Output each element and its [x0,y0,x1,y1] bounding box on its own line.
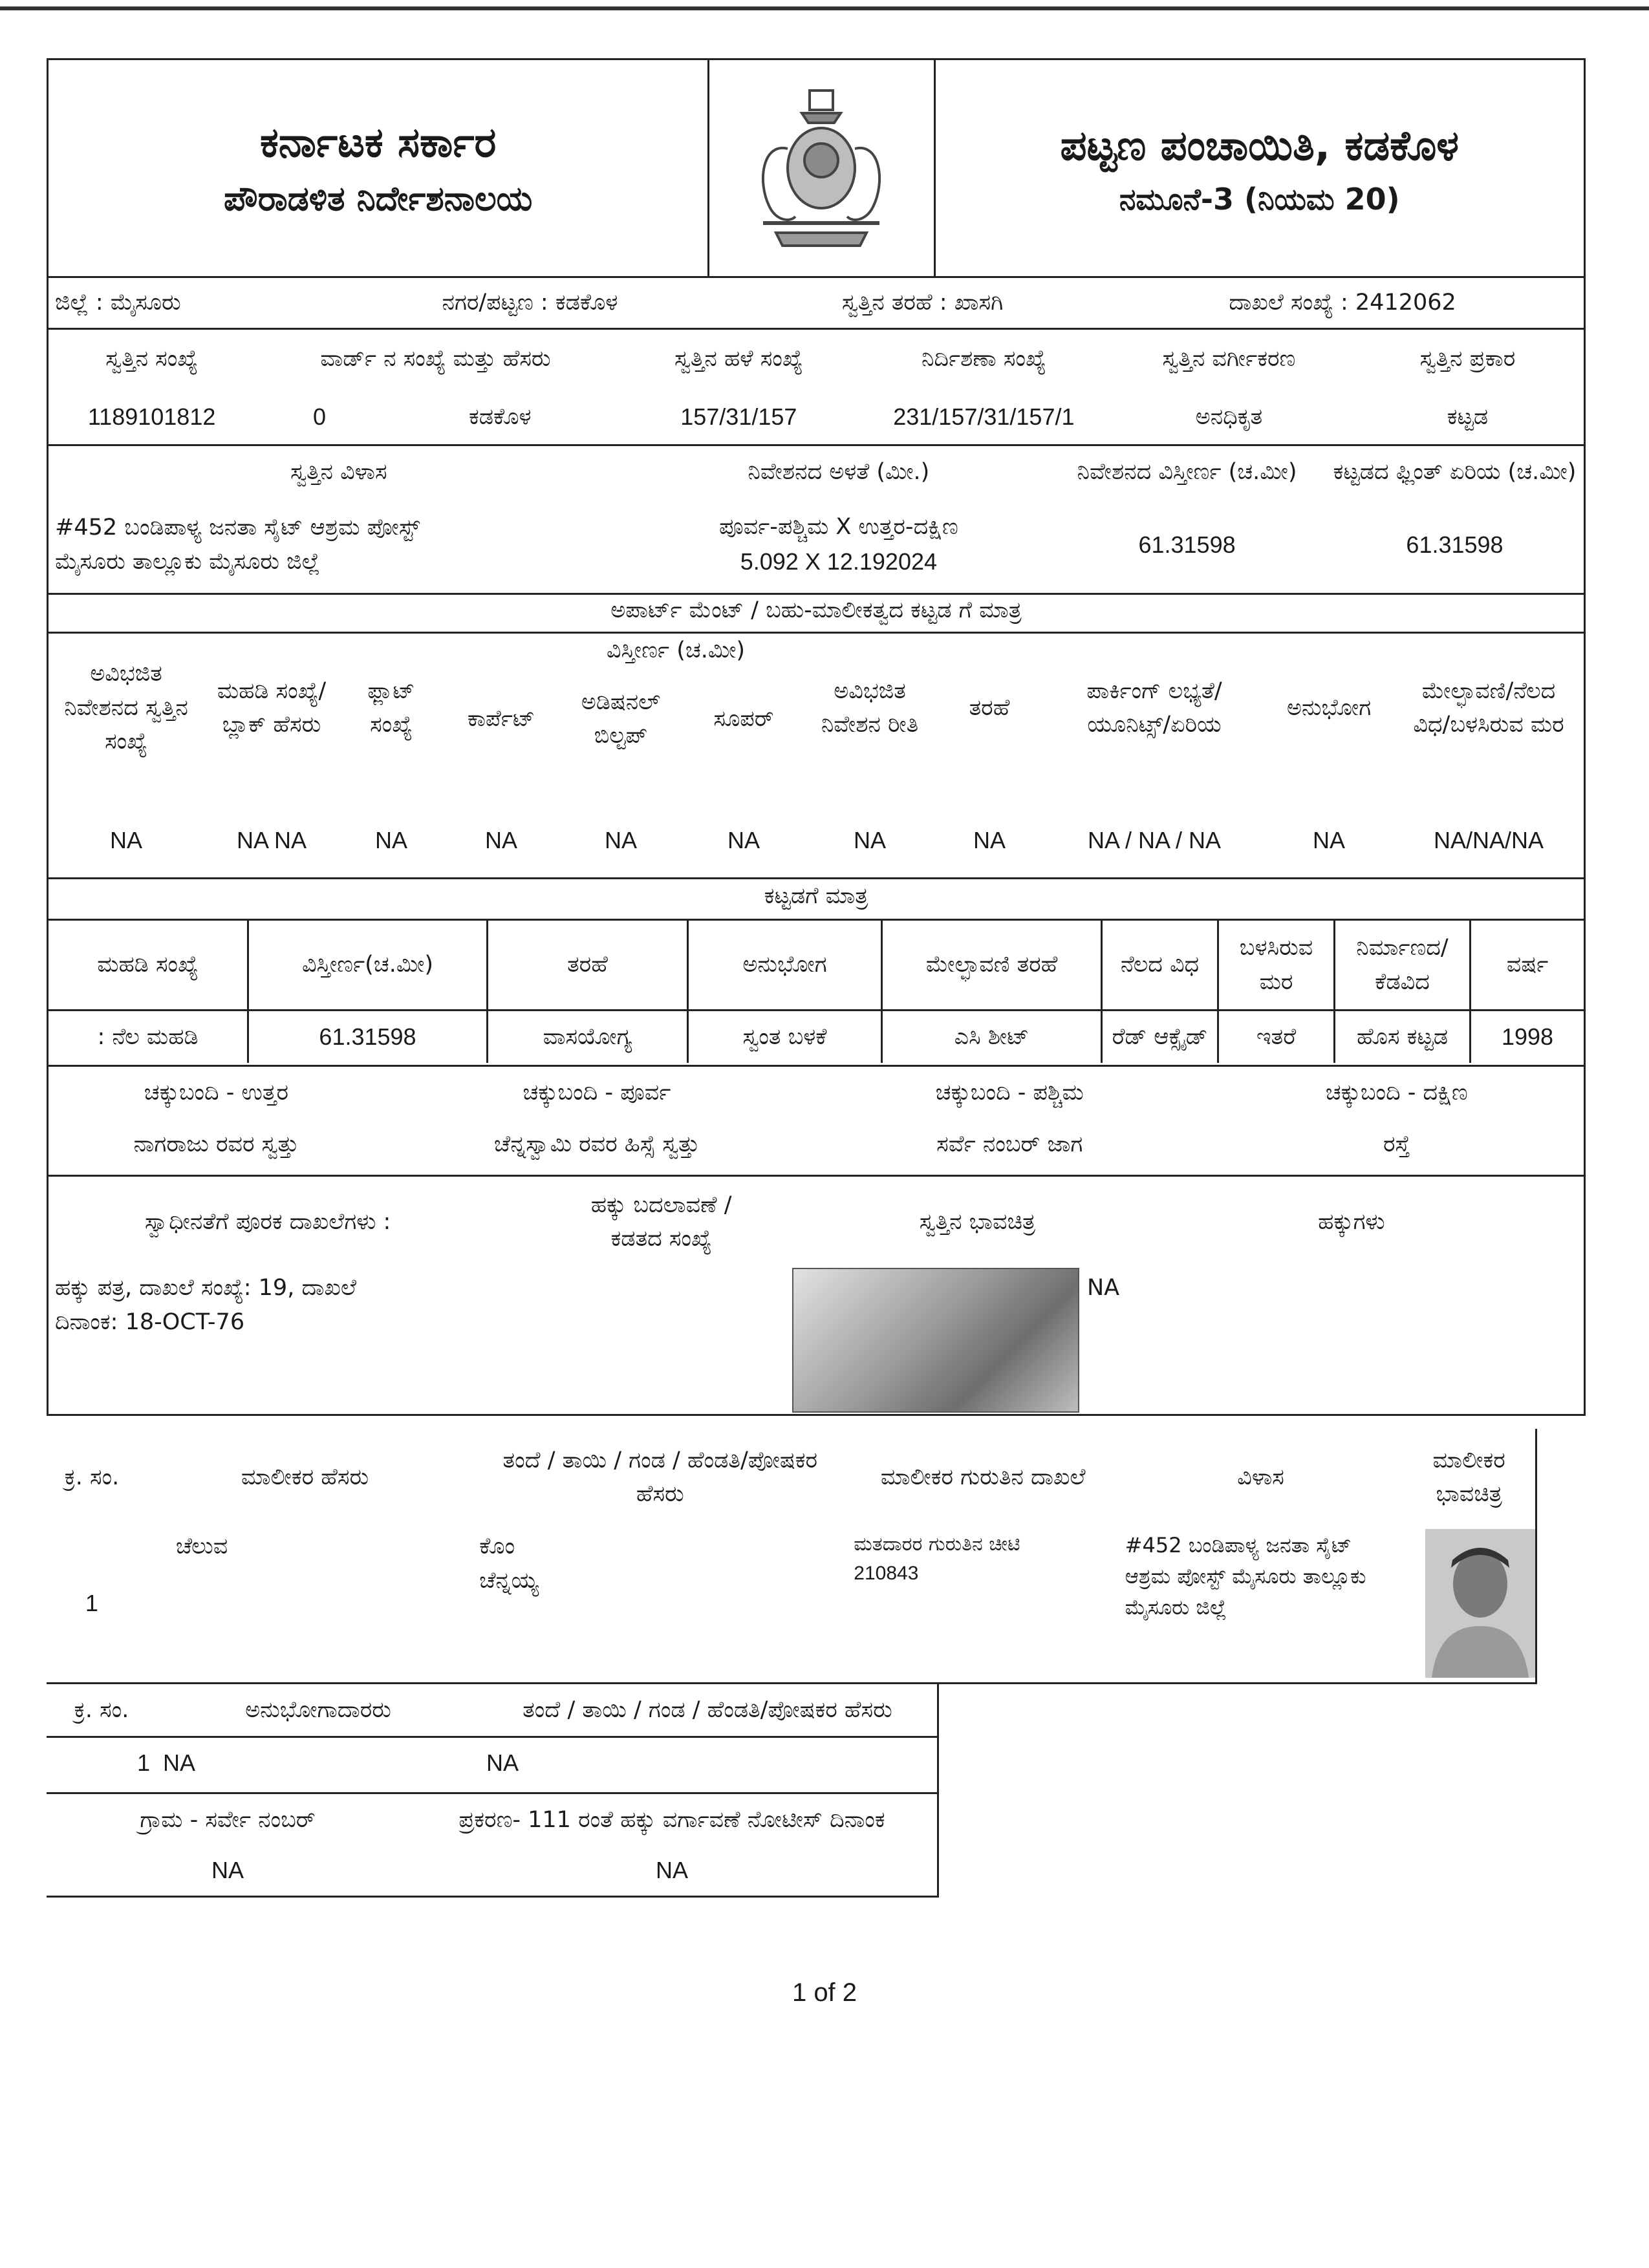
property-type: ಕಟ್ಟಡ [1447,403,1489,430]
boundary-east: ಚೆನ್ನಸ್ವಾಮಿ ರವರ ಹಿಸ್ಸೆ ಸ್ವತ್ತು [493,1131,700,1157]
size-header: ನಿವೇಶನದ ಅಳತೆ (ಮೀ.) [748,458,930,485]
occupant-section [47,1684,939,1794]
bld-val-floor-type: ರೆಡ್ ಆಕ್ಸೈಡ್ [1103,1011,1219,1063]
area-group-label: ವಿಸ್ತೀರ್ಣ (ಚ.ಮೀ) [606,637,746,663]
area-header: ನಿವೇಶನದ ವಿಸ್ತೀರ್ಣ (ಚ.ಮೀ) [1077,458,1297,485]
apt-val-parking: NA / NA / NA [1087,827,1222,853]
property-table [47,330,1586,446]
owner-photo-cell [1425,1526,1535,1681]
apt-col-super: ಸೂಪರ್ [713,705,774,732]
form-number: ನಮೂನೆ-3 (ನಿಯಮ 20) [1119,181,1400,217]
apt-col-roof-floor-wood: ಮೇಲ್ಛಾವಣಿ/ನೆಲದ ವಿಧ/ಬಳಸಿರುವ ಮರ [1413,678,1564,738]
owner-col-relation: ತಂದೆ / ತಾಯಿ / ಗಂಡ / ಹೆಂಡತಿ/ಪೋಷಕರ ಹೆಸರು [502,1447,817,1507]
col-type: ಸ್ವತ್ತಿನ ಪ್ರಕಾರ [1419,345,1516,372]
bld-val-floor: : ನೆಲ ಮಹಡಿ [48,1011,249,1063]
address-line-1: #452 ಬಂಡಿಪಾಳ್ಯ ಜನತಾ ಸೈಟ್ ಆಶ್ರಮ ಪೋಸ್ಟ್ [55,515,420,540]
bld-col-floor-type: ನೆಲದ ವಿಧ [1103,921,1219,1009]
boundary-south: ರಸ್ತೆ [1383,1131,1410,1157]
bld-col-usage: ಅನುಭೋಗ [689,921,883,1009]
survey-col-notice: ಪ್ರಕರಣ- 111 ರಂತೆ ಹಕ್ಕು ವರ್ಗಾವಣೆ ನೋಟೀಸ್ ದಿನಾಂಕ [458,1806,885,1833]
apt-val-additional: NA [604,827,637,853]
site-area: 61.31598 [1138,531,1236,558]
col-property-no: ಸ್ವತ್ತಿನ ಸಂಖ್ಯೆ [105,345,198,372]
scan-edge [0,6,1649,10]
apt-val-kind: NA [973,827,1006,853]
occ-col-sl: ಕ್ರ. ಸಂ. [74,1696,129,1723]
owner-id [847,1526,1118,1681]
change-header-line-2: ಕಡತದ ಸಂಖ್ಯೆ [610,1226,712,1252]
apt-col-kind: ತರಹೆ [969,694,1010,721]
bld-val-kind: ವಾಸಯೋಗ್ಯ [488,1011,689,1063]
apartment-section [47,595,1586,879]
apt-col-parking: ಪಾರ್ಕಿಂಗ್ ಲಭ್ಯತೆ/ಯೂನಿಟ್ಸ್/ಏರಿಯ [1086,678,1222,738]
apt-val-super: NA [727,827,760,853]
boundary-west-label: ಚಕ್ಕುಬಂದಿ - ಪಶ್ಚಿಮ [935,1079,1084,1106]
property-no: 1189101812 [87,403,216,430]
col-ward: ವಾರ್ಡ್ ನ ಸಂಖ್ಯೆ ಮತ್ತು ಹೆಸರು [320,345,551,372]
size-direction: ಪೂರ್ವ-ಪಶ್ಚಿಮ X ಉತ್ತರ-ದಕ್ಷಿಣ [718,514,958,540]
apartment-title: ಅಪಾರ್ಟ್ ಮೆಂಟ್ / ಬಹು-ಮಾಲೀಕತ್ವದ ಕಟ್ಟಡ ಗೆ ಮಾತ್ರ [48,595,1584,634]
docs-line-1: ಹಕ್ಕು ಪತ್ರ, ದಾಖಲೆ ಸಂಖ್ಯೆ: 19, ದಾಖಲೆ [55,1275,356,1301]
owner-sl: 1 [85,1590,98,1616]
apt-col-flat-no: ಫ್ಲಾಟ್ ಸಂಖ್ಯೆ [367,678,415,738]
bld-val-area: 61.31598 [249,1011,488,1063]
apt-col-floor-block: ಮಹಡಿ ಸಂಖ್ಯೆ/ಬ್ಲಾಕ್ ಹೆಸರು [217,678,327,738]
assess-no: 231/157/31/157/1 [893,403,1075,430]
old-no: 157/31/157 [680,403,797,430]
town: ನಗರ/ಪಟ್ಟಣ : ಕಡಕೊಳ [442,290,618,316]
photo-header: ಸ್ವತ್ತಿನ ಭಾವಚಿತ್ರ [919,1208,1035,1235]
bld-col-floor: ಮಹಡಿ ಸಂಖ್ಯೆ [48,921,249,1009]
bld-col-kind: ತರಹೆ [488,921,689,1009]
property-address [48,498,629,592]
boundary-west: ಸರ್ವೆ ನಂಬರ್ ಜಾಗ [936,1131,1083,1157]
panchayat-title: ಪಟ್ಟಣ ಪಂಚಾಯಿತಿ, ಕಡಕೊಳ [1060,122,1460,170]
property-form [47,58,1586,1416]
bld-val-construction: ಹೊಸ ಕಟ್ಟಡ [1335,1011,1471,1063]
bld-col-area: ವಿಸ್ತೀರ್ಣ(ಚ.ಮೀ) [249,921,488,1009]
govt-title: ಕರ್ನಾಟಕ ಸರ್ಕಾರ [260,119,497,167]
owner-col-sl: ಕ್ರ. ಸಂ. [64,1464,120,1490]
apt-val-usage: NA [1312,827,1345,853]
header-right [936,60,1584,276]
property-photo-cell [790,1267,1081,1413]
directorate-title: ಪೌರಾಡಳಿತ ನಿರ್ದೇಶನಾಲಯ [224,180,533,219]
owner-address-line-3: ಮೈಸೂರು ಜಿಲ್ಲೆ [1125,1595,1227,1620]
boundary-south-label: ಚಕ್ಕುಬಂದಿ - ದಕ್ಷಿಣ [1325,1079,1468,1106]
ward-no: 0 [312,403,326,430]
entry-number: ದಾಖಲೆ ಸಂಖ್ಯೆ : 2412062 [1229,290,1456,316]
building-title: ಕಟ್ಟಡಗೆ ಮಾತ್ರ [48,879,1584,921]
owner-col-photo: ಮಾಲೀಕರ ಭಾವಚಿತ್ರ [1432,1447,1505,1507]
owner-col-name: ಮಾಲೀಕರ ಹೆಸರು [241,1464,369,1490]
docs-value [48,1267,790,1413]
boundary-north: ನಾಗರಾಜು ರವರ ಸ್ವತ್ತು [133,1131,299,1157]
apt-val-flat-no: NA [374,827,407,853]
header-left [48,60,709,276]
state-emblem-icon [737,84,905,252]
bld-col-roof: ಮೇಲ್ಛಾವಣಿ ತರಹೆ [883,921,1103,1009]
change-header [487,1177,835,1267]
apt-col-usage: ಅನುಭೋಗ [1286,694,1372,721]
col-classification: ಸ್ವತ್ತಿನ ವರ್ಗೀಕರಣ [1162,345,1296,372]
rights-value: NA [1086,1275,1120,1301]
district: ಜಿಲ್ಲೆ : ಮೈಸೂರು [55,290,181,316]
boundary-east-label: ಚಕ್ಕುಬಂದಿ - ಪೂರ್ವ [523,1079,671,1106]
documents-section [47,1177,1586,1416]
apt-col-undivided-no: ಅವಿಭಜಿತ ನಿವೇಶನದ ಸ್ವತ್ತಿನ ಸಂಖ್ಯೆ [64,661,188,755]
apt-val-undivided-no: NA [109,827,142,853]
plinth-area: 61.31598 [1406,531,1503,558]
owner-section [47,1429,1537,1684]
info-row [47,278,1586,330]
occ-relation: NA [486,1749,519,1776]
rights-header: ಹಕ್ಕುಗಳು [1318,1208,1385,1235]
plinth-header: ಕಟ್ಟಡದ ಫ್ಲಿಂತ್ ಏರಿಯ (ಚ.ಮೀ) [1333,458,1577,485]
address-section [47,446,1586,595]
apt-val-roof-floor-wood: NA/NA/NA [1433,827,1544,853]
emblem-cell [709,60,935,276]
size-value: 5.092 X 12.192024 [740,548,938,575]
col-old-no: ಸ್ವತ್ತಿನ ಹಳೆ ಸಂಖ್ಯೆ [674,345,803,372]
boundaries-section [47,1067,1586,1177]
classification: ಅನಧಿಕೃತ [1195,403,1263,430]
apt-val-floor-block: NA NA [236,827,307,853]
occ-sl: 1 [136,1749,150,1776]
change-header-line-1: ಹಕ್ಕು ಬದಲಾವಣೆ / [590,1192,732,1218]
docs-header: ಸ್ವಾಧೀನತೆಗೆ ಪೂರಕ ದಾಖಲೆಗಳು : [144,1208,391,1235]
survey-section [47,1794,939,1898]
page-number: 1 of 2 [792,1978,857,2007]
owner-address [1119,1526,1425,1681]
docs-line-2: ದಿನಾಂಕ: 18-OCT-76 [55,1309,245,1335]
property-photo [792,1268,1079,1413]
ward-name: ಕಡಕೊಳ [469,403,532,430]
bld-col-construction: ನಿರ್ಮಾಣದ/ ಕೆಡವಿದ [1335,921,1471,1009]
occ-col-name: ಅನುಭೋಗಾದಾರರು [245,1696,391,1723]
col-assess-no: ನಿರ್ದಿಶಣಾ ಸಂಖ್ಯೆ [921,345,1046,372]
apt-col-additional: ಅಡಿಷನಲ್ ಬಿಲ್ಟಪ್ [581,689,661,749]
apt-col-undivided-method: ಅವಿಭಜಿತ ನಿವೇಶನ ರೀತಿ [821,678,919,738]
apt-val-carpet: NA [484,827,517,853]
owner-address-line-2: ಆಶ್ರಮ ಪೋಸ್ಟ್ ಮೈಸೂರು ತಾಲ್ಲೂಕು [1125,1564,1366,1589]
owner-col-id: ಮಾಲೀಕರ ಗುರುತಿನ ದಾಖಲೆ [880,1464,1086,1490]
site-size [629,498,1048,592]
occ-col-relation: ತಂದೆ / ತಾಯಿ / ಗಂಡ / ಹೆಂಡತಿ/ಪೋಷಕರ ಹೆಸರು [523,1696,892,1723]
occ-name: NA [163,1749,196,1776]
property-kind: ಸ್ವತ್ತಿನ ತರಹೆ : ಖಾಸಗಿ [841,290,1004,316]
owner-name: ಚೆಲುವ [175,1534,228,1559]
building-section [47,879,1586,1067]
owner-id-number: 210843 [854,1563,919,1584]
boundary-north-label: ಚಕ್ಕುಬಂದಿ - ಉತ್ತರ [144,1079,288,1106]
bld-val-year: 1998 [1501,1023,1554,1050]
owner-relation [473,1526,847,1681]
bld-col-wood: ಬಳಸಿರುವ ಮರ [1219,921,1335,1009]
owner-photo [1425,1529,1535,1678]
owner-relation-type: ಕೊಂ [479,1534,515,1559]
apt-col-carpet: ಕಾರ್ಪೆಟ್ [467,705,535,732]
survey-village: NA [211,1856,244,1883]
bld-val-roof: ಎಸಿ ಶೀಟ್ [883,1011,1103,1063]
survey-col-village: ಗ್ರಾಮ - ಸರ್ವೇ ನಂಬರ್ [140,1806,316,1833]
survey-notice: NA [655,1856,688,1883]
bld-col-year: ವರ್ಷ [1506,952,1549,978]
owner-address-line-1: #452 ಬಂಡಿಪಾಳ್ಯ ಜನತಾ ಸೈಟ್ [1125,1533,1352,1557]
address-line-2: ಮೈಸೂರು ತಾಲ್ಲೂಕು ಮೈಸೂರು ಜಿಲ್ಲೆ [55,548,320,575]
owner-id-type: ಮತದಾರರ ಗುರುತಿನ ಚೀಟಿ [854,1533,1020,1556]
form-header [47,58,1586,278]
address-header: ಸ್ವತ್ತಿನ ವಿಳಾಸ [290,458,387,485]
apt-val-undivided-method: NA [853,827,886,853]
owner-relation-name: ಚೆನ್ನಯ್ಯ [479,1567,539,1594]
bld-val-usage: ಸ್ವಂತ ಬಳಕೆ [689,1011,883,1063]
owner-col-address: ವಿಳಾಸ [1237,1464,1284,1490]
bld-val-wood: ಇತರೆ [1219,1011,1335,1063]
